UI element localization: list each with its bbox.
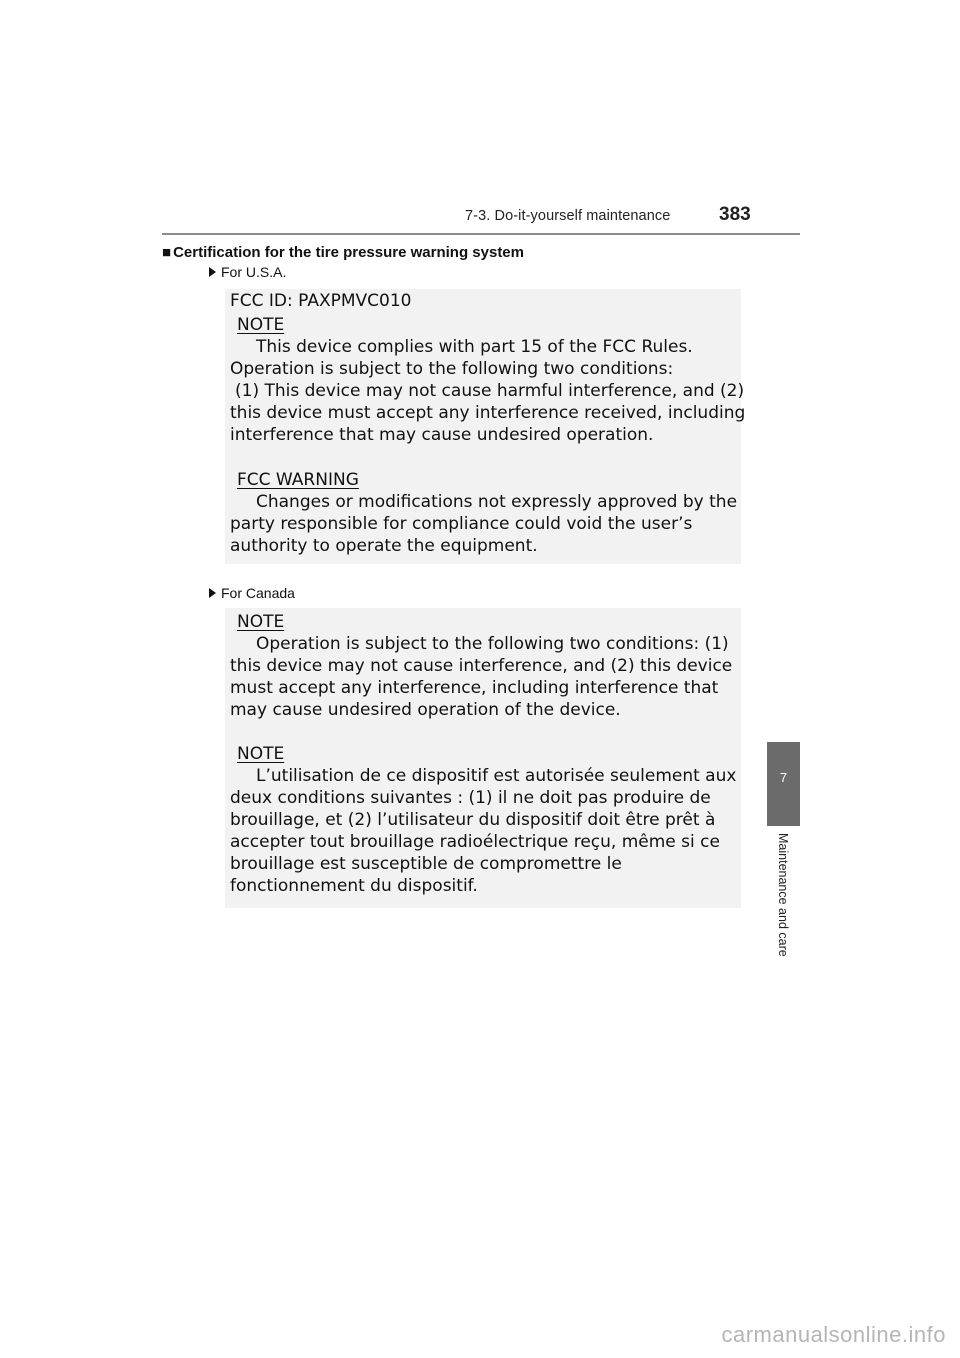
notice-line: Changes or modifications not expressly approved by the [256, 492, 738, 512]
section-square-icon: ■ [162, 244, 172, 261]
triangle-bullet-icon [209, 588, 216, 598]
fcc-id-line: FCC ID: PAXPMVC010 [230, 291, 412, 311]
canada-bullet-label: For Canada [221, 585, 295, 601]
notice-line: party responsible for compliance could void the user’s [230, 514, 693, 534]
section-heading [162, 244, 524, 261]
notice-line: Operation is subject to the following two conditions: (1) [256, 634, 729, 654]
notice-line: interference that may cause undesired operation. [230, 425, 654, 445]
notice-line: This device complies with part 15 of the FCC Rules. [256, 337, 693, 357]
usa-fcc-notice [225, 289, 746, 564]
notice-line: fonctionnement du dispositif. [230, 876, 478, 896]
notice-line: accepter tout brouillage radioélectrique reçu, même si ce [230, 832, 720, 852]
notice-line: may cause undesired operation of the device. [230, 700, 621, 720]
note-heading: NOTE [237, 612, 285, 632]
header-divider [162, 233, 800, 235]
notice-line: brouillage est susceptible de compromettre le [230, 854, 622, 874]
watermark-text: carmanualsonline.info [721, 1322, 946, 1347]
notice-line: Operation is subject to the following two conditions: [230, 359, 674, 379]
notice-line: this device must accept any interference received, including [230, 403, 746, 423]
usa-bullet [209, 264, 286, 280]
note-heading: NOTE [237, 315, 285, 335]
canada-bullet [209, 585, 295, 601]
triangle-bullet-icon [209, 267, 216, 277]
chapter-side-label-text: Maintenance and care [776, 833, 790, 957]
section-heading-text: Certification for the tire pressure warning system [173, 244, 524, 261]
canada-notice [225, 608, 741, 908]
notice-line: authority to operate the equipment. [230, 536, 538, 556]
chapter-section-title: 7-3. Do-it-yourself maintenance [465, 208, 671, 224]
notice-line: must accept any interference, including interference that [230, 678, 719, 698]
usa-bullet-label: For U.S.A. [221, 264, 287, 280]
fcc-warning-heading: FCC WARNING [237, 470, 359, 490]
notice-line: this device may not cause interference, and (2) this device [230, 656, 733, 676]
page-number: 383 [719, 204, 751, 225]
notice-line: brouillage, et (2) l’utilisateur du dispositif doit être prêt à [230, 810, 716, 830]
notice-line: L’utilisation de ce dispositif est autorisée seulement aux [256, 766, 737, 786]
notice-line: (1) This device may not cause harmful interference, and (2) [235, 381, 745, 401]
notice-line: deux conditions suivantes : (1) il ne doit pas produire de [230, 788, 711, 808]
note-heading-french: NOTE [237, 744, 285, 764]
chapter-tab-number: 7 [779, 770, 788, 785]
